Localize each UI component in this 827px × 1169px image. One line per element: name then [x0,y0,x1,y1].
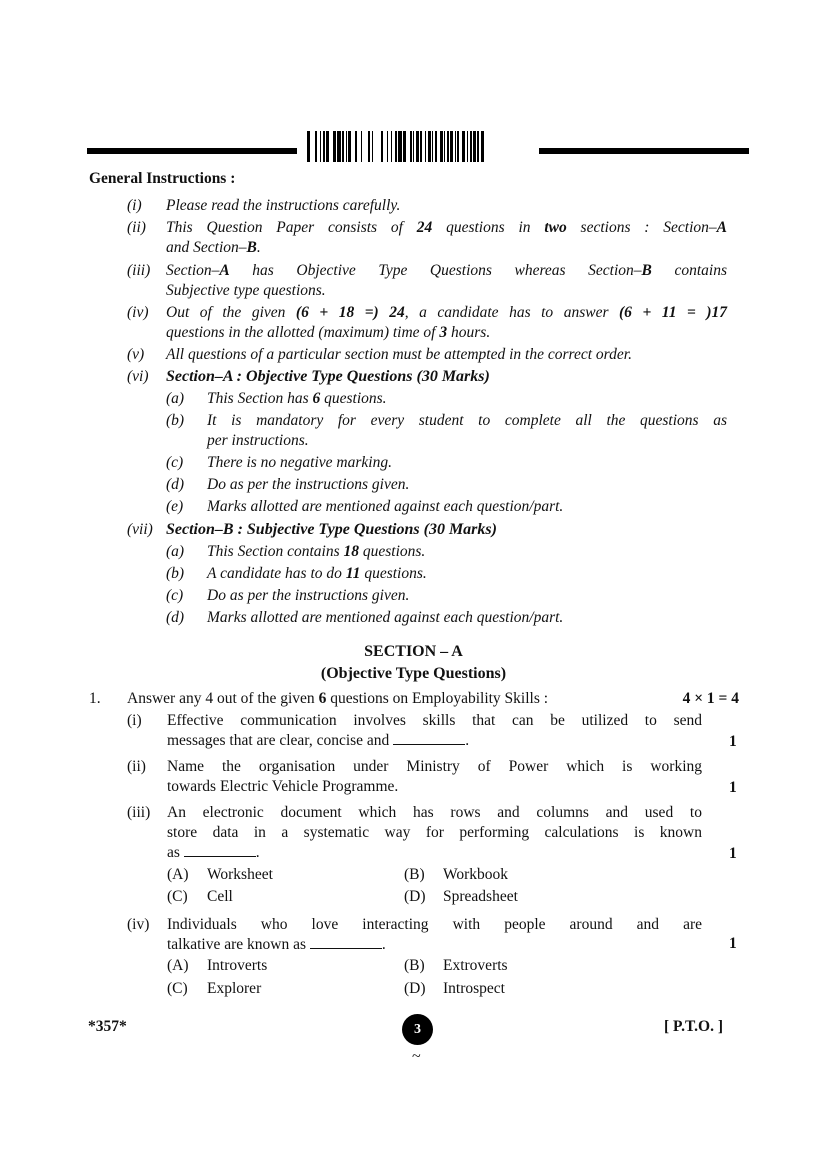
instruction-vi [127,367,490,387]
question-number: 1. [89,690,101,707]
instruction-text-line2: questions in the allotted (maximum) time of 3 hours. [166,324,491,341]
section-title: SECTION – A [364,643,463,660]
header-rule-left [87,148,297,154]
instruction-number: (ii) [127,219,146,236]
section-a-rule-d: (d) Do as per the instructions given. [166,476,410,493]
barcode [307,131,531,162]
section-subtitle: (Objective Type Questions) [320,665,507,682]
instruction-number: (i) [127,197,142,214]
option-c: (C) Explorer [167,980,262,997]
section-a-heading: Section–A : Objective Type Questions (30 Marks) [166,368,490,385]
part-marks: 1 [729,935,737,952]
section-b-rule-a: (a) This Section contains 18 questions. [166,543,426,560]
instruction-number: (vi) [127,368,149,385]
option-b: (B) Workbook [404,866,509,883]
general-instructions-title: General Instructions : [89,170,236,187]
instruction-text-line1: This Question Paper consists of 24 questions in two sections : Section–A [166,219,727,236]
section-a-rule-b: (b) It is mandatory for every student to complete all the questions as per instructions. [166,412,727,449]
question-1-part-ii: (ii) Name the organisation under Ministry of Power which is working towards Electric Vehicle Programme. [127,758,702,795]
answer-blank [393,731,465,745]
section-a-rule-c: (c) There is no negative marking. [166,454,392,471]
section-b-rule-b: (b) A candidate has to do 11 questions. [166,565,427,582]
section-a-rule-a: (a) This Section has 6 questions. [166,390,387,407]
instruction-text-line2: and Section–B. [166,239,261,256]
answer-blank [310,935,382,949]
instruction-v [127,345,632,365]
instruction-text-line1: Out of the given (6 + 18 =) 24, a candidate has to answer (6 + 11 = )17 [166,304,727,321]
question-marks: 4 × 1 = 4 [682,690,739,707]
question-1-part-iv: (iv) Individuals who love interacting with people around and are talkative are known as . [127,916,702,953]
section-b-rule-c: (c) Do as per the instructions given. [166,587,410,604]
instruction-number: (iv) [127,304,149,321]
part-marks: 1 [729,845,737,862]
instruction-number: (v) [127,346,145,363]
instruction-number: (vii) [127,521,153,538]
instruction-iv [127,303,727,343]
option-a: (A) Introverts [167,957,268,974]
section-a-rule-e: (e) Marks allotted are mentioned against each question/part. [166,498,564,515]
option-a: (A) Worksheet [167,866,273,883]
instruction-i [127,196,400,216]
page-number-badge: 3 [402,1014,433,1045]
section-b-heading: Section–B : Subjective Type Questions (30 Marks) [166,521,497,538]
tilde-mark: ~ [412,1048,421,1065]
instruction-iii [127,261,727,301]
instruction-number: (iii) [127,262,151,279]
section-b-rule-d: (d) Marks allotted are mentioned against each question/part. [166,609,564,626]
option-c: (C) Cell [167,888,233,905]
instruction-text-line2: Subjective type questions. [166,282,326,299]
option-b: (B) Extroverts [404,957,508,974]
option-d: (D) Spreadsheet [404,888,518,905]
part-marks: 1 [729,779,737,796]
instruction-ii [127,218,727,258]
question-1 [89,689,739,709]
part-marks: 1 [729,733,737,750]
answer-blank [184,843,256,857]
header-rule-right [539,148,749,154]
paper-code: *357* [88,1018,127,1035]
instruction-text: Please read the instructions carefully. [166,197,401,214]
instruction-vii [127,520,497,540]
pto-label: [ P.T.O. ] [664,1018,723,1035]
question-1-part-iii: (iii) An electronic document which has rows and columns and used to store data in a systematic way for performing calculations is known as . [127,804,702,861]
question-1-part-i: (i) Effective communication involves skills that can be utilized to send messages that are clear, concise and . [127,712,702,749]
instruction-text: All questions of a particular section must be attempted in the correct order. [166,346,632,363]
question-text: Answer any 4 out of the given 6 questions on Employability Skills : [127,690,549,707]
instruction-text-line1: Section–A has Objective Type Questions whereas Section–B contains [166,262,727,279]
option-d: (D) Introspect [404,980,505,997]
